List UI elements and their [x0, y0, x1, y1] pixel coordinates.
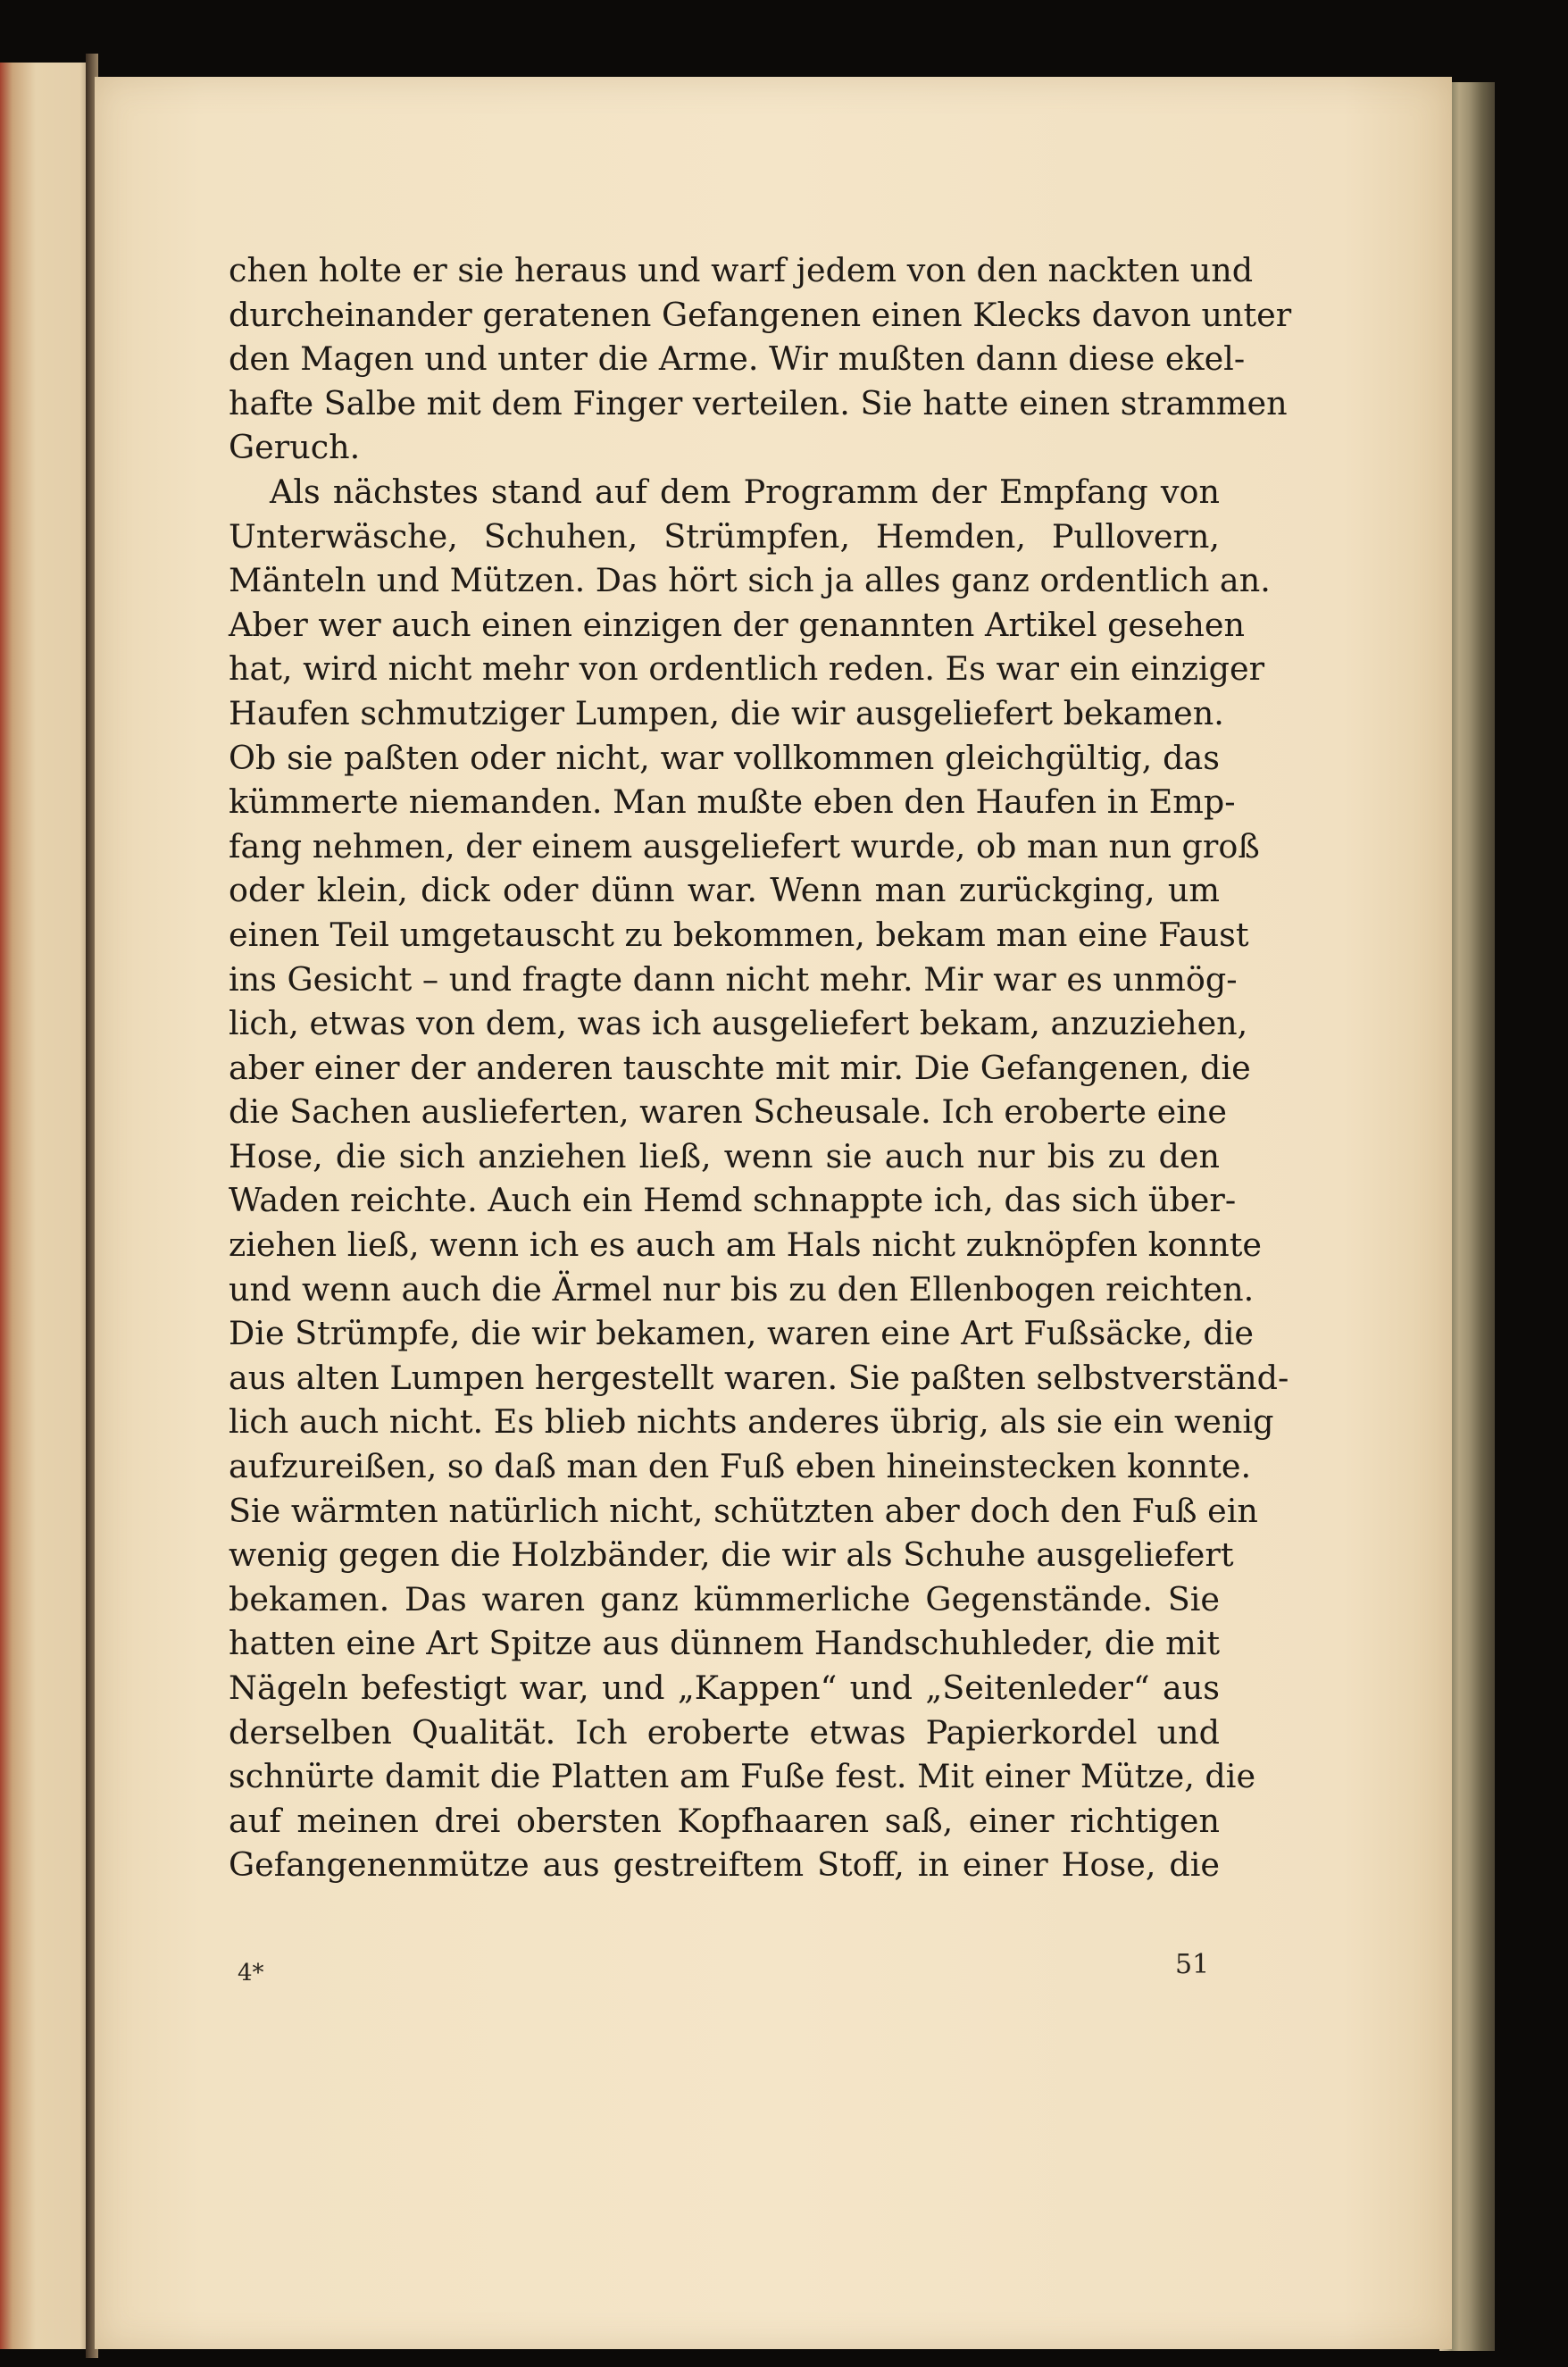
text-line: aber einer der anderen tauschte mit mir. Die Gefangenen, die [229, 1048, 1251, 1087]
text-line: aus alten Lumpen hergestellt waren. Sie paßten selbstverständ- [229, 1358, 1289, 1397]
text-line: schnürte damit die Platten am Fuße fest. Mit einer Mütze, die [229, 1757, 1256, 1796]
facing-page-edge [0, 63, 89, 2349]
body-text [229, 248, 1292, 1887]
page-number: 51 [1175, 1949, 1210, 1980]
text-line: durcheinander geratenen Gefangenen einen Klecks davon unter [229, 295, 1292, 334]
text-line: Unterwäsche, Schuhen, Strümpfen, Hemden, Pullovern, [229, 516, 1220, 556]
text-line: Die Strümpfe, die wir bekamen, waren eine Art Fußsäcke, die [229, 1314, 1254, 1353]
text-line: Waden reichte. Auch ein Hemd schnappte ich, das sich über- [229, 1181, 1237, 1220]
text-line: Geruch. [229, 428, 361, 467]
text-line: aufzureißen, so daß man den Fuß eben hineinstecken konnte. [229, 1447, 1252, 1486]
text-line: bekamen. Das waren ganz kümmerliche Gegenstände. Sie [229, 1579, 1220, 1618]
text-line: und wenn auch die Ärmel nur bis zu den Ellenbogen reichten. [229, 1269, 1255, 1309]
text-line: derselben Qualität. Ich eroberte etwas Papierkordel und [229, 1712, 1220, 1752]
text-line: wenig gegen die Holzbänder, die wir als Schuhe ausgeliefert [229, 1535, 1234, 1575]
text-line: hatten eine Art Spitze aus dünnem Handschuhleder, die mit [229, 1624, 1221, 1663]
text-line: kümmerte niemanden. Man mußte eben den Haufen in Emp- [229, 782, 1236, 822]
text-line: ziehen ließ, wenn ich es auch am Hals nicht zuknöpfen konnte [229, 1225, 1262, 1265]
text-line: lich auch nicht. Es blieb nichts anderes übrig, als sie ein wenig [229, 1402, 1274, 1442]
text-line: hafte Salbe mit dem Finger verteilen. Sie hatte einen strammen [229, 383, 1288, 422]
text-line: Aber wer auch einen einzigen der genannten Artikel gesehen [229, 605, 1246, 644]
signature-mark: 4* [238, 1960, 264, 1986]
text-line: chen holte er sie heraus und warf jedem von den nackten und [229, 251, 1254, 289]
text-line: die Sachen auslieferten, waren Scheusale. Ich eroberte eine [229, 1092, 1228, 1132]
text-line: Gefangenenmütze aus gestreiftem Stoff, in einer Hose, die [229, 1845, 1220, 1885]
text-line: lich, etwas von dem, was ich ausgeliefert bekam, anzuziehen, [229, 1004, 1248, 1043]
text-line: auf meinen drei obersten Kopfhaaren saß, einer richtigen [229, 1801, 1220, 1840]
text-line: Nägeln befestigt war, und „Kappen“ und „Seitenleder“ aus [229, 1669, 1220, 1707]
text-line: Sie wärmten natürlich nicht, schützten aber doch den Fuß ein [229, 1491, 1258, 1530]
text-line: einen Teil umgetauscht zu bekommen, bekam man eine Faust [229, 915, 1249, 954]
text-line: oder klein, dick oder dünn war. Wenn man zurückging, um [229, 871, 1220, 910]
text-line: hat, wird nicht mehr von ordentlich reden. Es war ein einziger [229, 649, 1265, 689]
text-line: Als nächstes stand auf dem Programm der Empfang von [270, 472, 1220, 511]
text-line: Ob sie paßten oder nicht, war vollkommen gleichgültig, das [229, 738, 1220, 777]
text-line: den Magen und unter die Arme. Wir mußten dann diese ekel- [229, 339, 1246, 379]
text-line: fang nehmen, der einem ausgeliefert wurde, ob man nun groß [229, 826, 1260, 866]
text-line: ins Gesicht – und fragte dann nicht mehr. Mir war es unmög- [229, 959, 1238, 999]
text-line: Mänteln und Mützen. Das hört sich ja alles ganz ordentlich an. [229, 561, 1271, 600]
text-line: Hose, die sich anziehen ließ, wenn sie auch nur bis zu den [229, 1136, 1220, 1175]
text-line: Haufen schmutziger Lumpen, die wir ausgeliefert bekamen. [229, 693, 1224, 732]
